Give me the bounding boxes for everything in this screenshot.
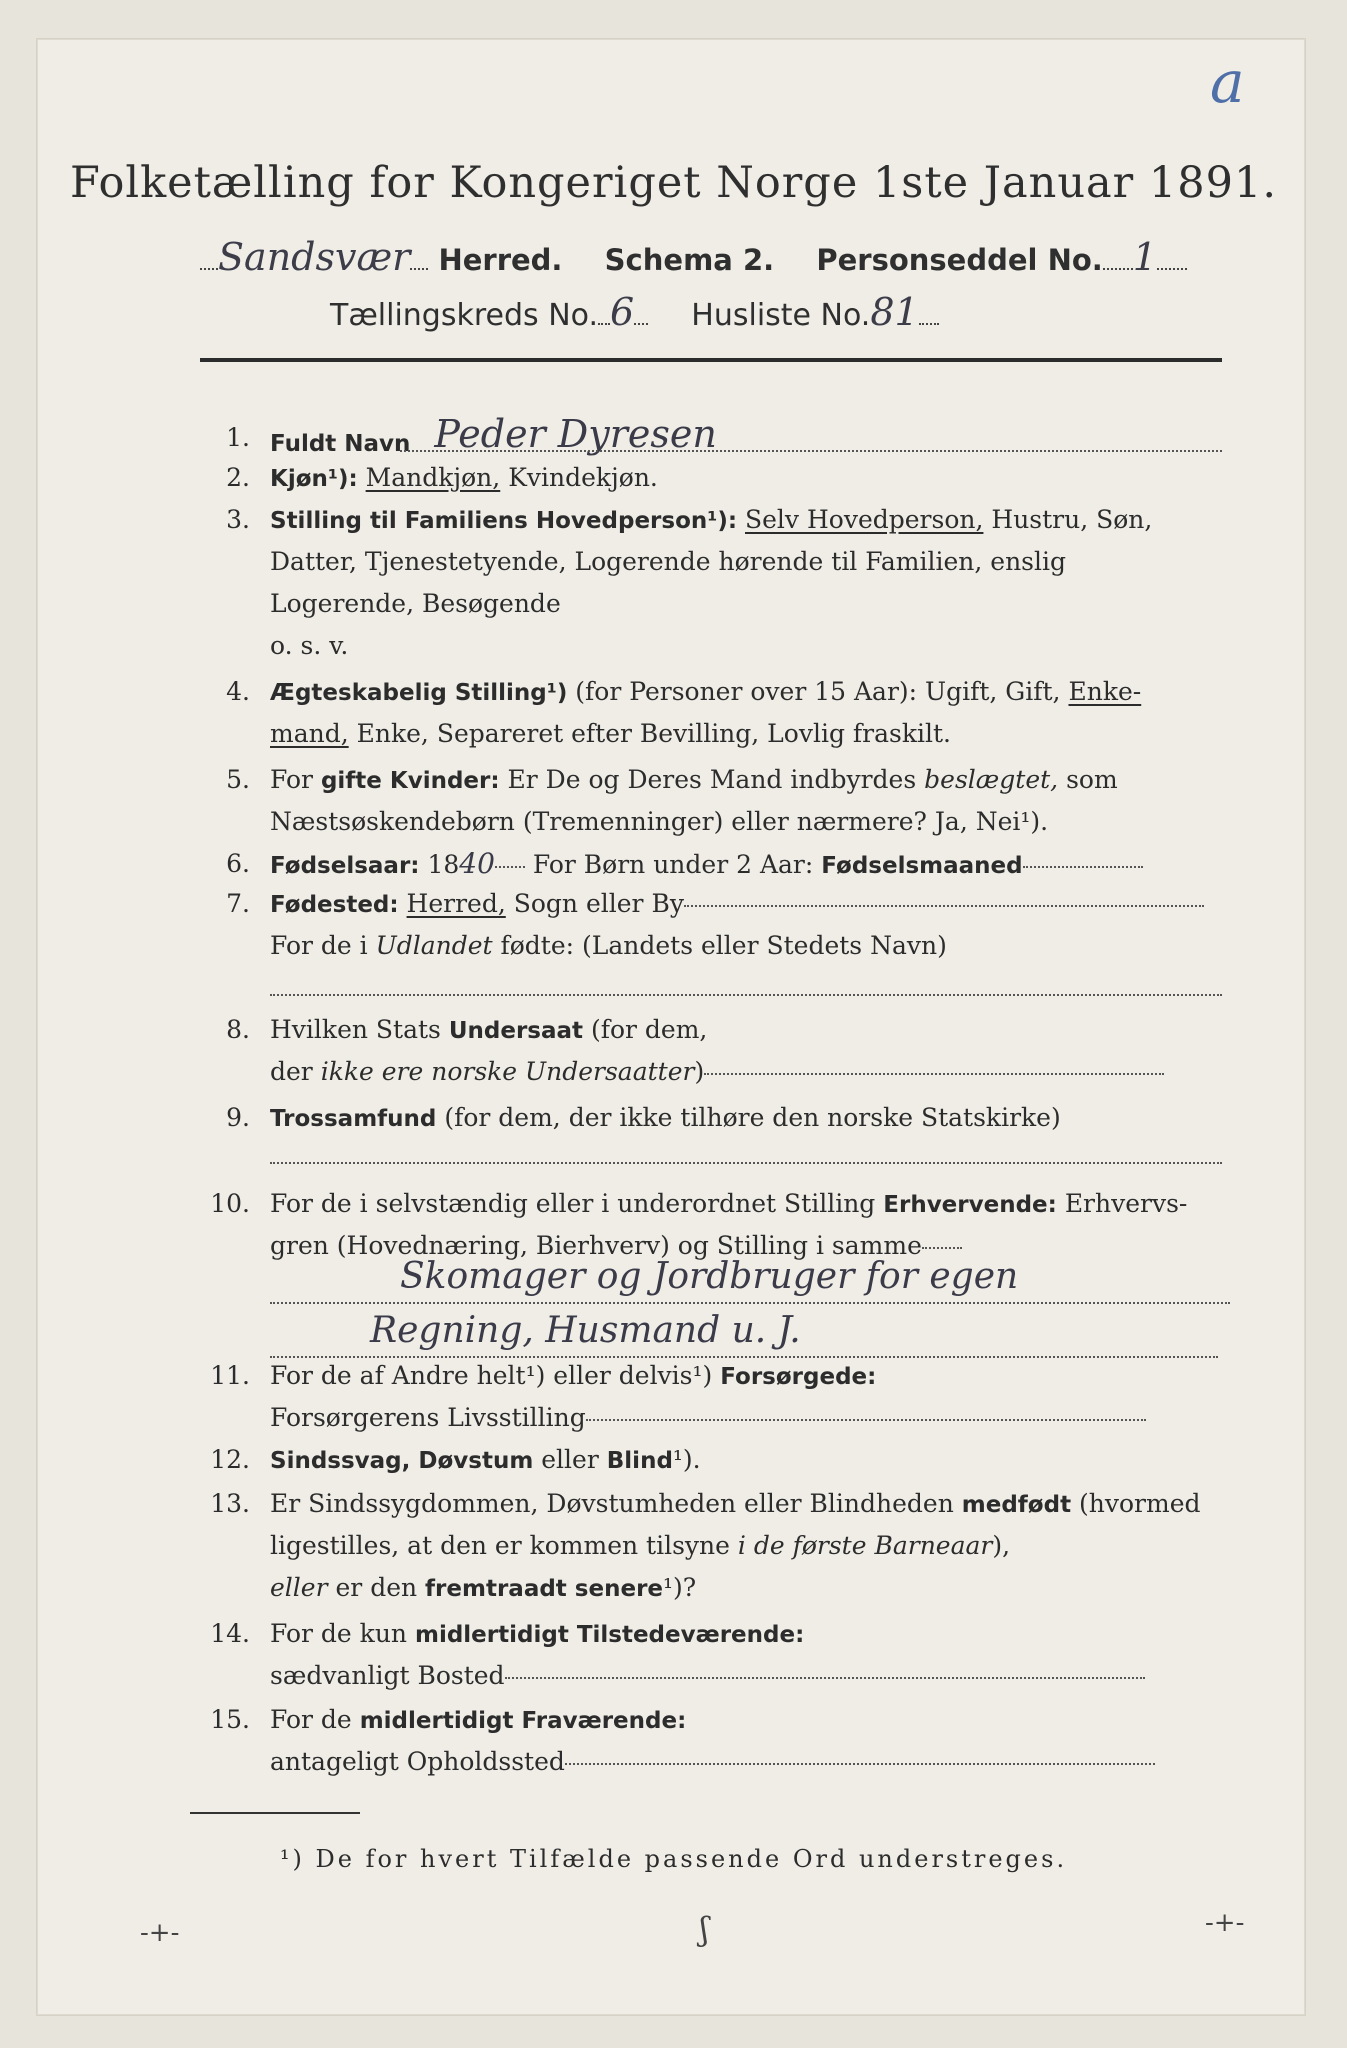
q13-label: medfødt (961, 1492, 1072, 1518)
q10-line-2: gren (Hovednæring, Bierhverv) og Stilling i samme (270, 1231, 922, 1260)
q5-number: 5. (226, 765, 250, 794)
husliste-value: 81 (870, 290, 919, 334)
personseddel-label: Personseddel No. (816, 243, 1103, 277)
q7-line-2b: Udlandet (375, 931, 493, 960)
herred-value: Sandsvær (218, 235, 411, 279)
q2-number: 2. (226, 463, 250, 492)
q6-label: Fødselsaar: (270, 853, 420, 879)
q1-name-value: Peder Dyresen (434, 412, 717, 456)
q6-year-value: 40 (459, 847, 495, 880)
q6-rest: For Børn under 2 Aar: (532, 850, 814, 879)
q10-number: 10. (210, 1189, 250, 1218)
q2-option-kvindekjon: Kvindekjøn. (508, 463, 658, 492)
q13-line-3a: eller (270, 1573, 328, 1602)
q9-fill-line (270, 1162, 1222, 1164)
q2-label: Kjøn¹): (270, 466, 358, 492)
q14-pre: For de kun (270, 1619, 408, 1648)
husliste-label: Husliste No. (691, 298, 871, 333)
q4-line-2: Enke, Separeret efter Bevilling, Lovlig fraskilt. (356, 719, 951, 748)
q13-line-3c: fremtraadt senere (425, 1576, 664, 1602)
q8-line-2b: ikke ere norske Undersaatter (320, 1057, 695, 1086)
footnote: ¹) De for hvert Tilfælde passende Ord understreges. (279, 1845, 1068, 1873)
question-7-fill (200, 960, 1222, 1000)
q3-option-selected: Selv Hovedperson, (745, 505, 984, 534)
q2-option-mandkjon: Mandkjøn, (365, 463, 501, 492)
q4-number: 4. (226, 677, 250, 706)
q7-line-2a: For de i (270, 931, 368, 960)
q13-line-3d: ¹)? (663, 1573, 697, 1602)
q9-number: 9. (226, 1103, 250, 1132)
margin-mark-right: -+- (1205, 1908, 1245, 1938)
q12-label-2: Blind (606, 1448, 673, 1474)
q10-pre: For de i selvstændig eller i underordnet Stilling (270, 1189, 876, 1218)
q7-rest: Sogn eller By (513, 889, 684, 918)
personseddel-value: 1 (1132, 235, 1157, 279)
q11-pre: For de af Andre helt¹) eller delvis¹) (270, 1361, 713, 1390)
q8-label: Undersaat (448, 1018, 584, 1044)
q14-label: midlertidigt Tilstedeværende: (414, 1622, 805, 1648)
header-rule (200, 358, 1222, 362)
q7-option-selected: Herred, (406, 889, 506, 918)
q11-number: 11. (210, 1361, 250, 1390)
q7-fill-line (270, 994, 1222, 996)
q5-label: gifte Kvinder: (320, 768, 500, 794)
q12-rest: ¹). (672, 1445, 701, 1474)
q13-number: 13. (210, 1489, 250, 1518)
q11-line-2: Forsørgerens Livsstilling (270, 1403, 586, 1432)
q1-fill-line (400, 450, 1222, 452)
q15-label: midlertidigt Fraværende: (359, 1708, 687, 1734)
q8-rest: (for dem, (590, 1015, 708, 1044)
q4-label: Ægteskabelig Stilling¹) (270, 680, 568, 706)
q10-handwritten-line-1: Skomager og Jordbruger for egen (400, 1256, 1019, 1297)
q15-line-2: antageligt Opholdssted (270, 1747, 565, 1776)
q4-option-selected-b: mand, (270, 719, 349, 748)
schema-label: Schema 2. (604, 243, 775, 277)
kreds-label: Tællingskreds No. (330, 298, 598, 333)
q10-fill-line-1 (270, 1302, 1230, 1304)
q12-number: 12. (210, 1445, 250, 1474)
header-line-2 (330, 290, 1277, 334)
margin-mark-center: ʃ (700, 1910, 709, 1948)
q3-number: 3. (226, 505, 250, 534)
q13-line-2a: ligestilles, at den er kommen tilsyne (270, 1531, 730, 1560)
q7-line-2c: fødte: (Landets eller Stedets Navn) (500, 931, 947, 960)
q3-line-4: o. s. v. (270, 631, 349, 660)
q5-line-2: Næstsøskendebørn (Tremenninger) eller nærmere? Ja, Nei¹). (270, 807, 1049, 836)
q13-line-2b: i de første Barneaar (737, 1531, 993, 1560)
q6-label-2: Fødselsmaaned (821, 853, 1023, 879)
form-title: Folketælling for Kongeriget Norge 1ste Januar 1891. (69, 158, 1277, 208)
q8-number: 8. (226, 1015, 250, 1044)
q7-number: 7. (226, 889, 250, 918)
q12-label: Sindssvag, Døvstum (270, 1448, 534, 1474)
q3-line-2: Datter, Tjenestetyende, Logerende hørende til Familien, enslig (270, 547, 1067, 576)
q4-rest: (for Personer over 15 Aar): Ugift, Gift, (575, 677, 1061, 706)
q10-rest: Erhvervs- (1064, 1189, 1188, 1218)
q13-line-2c: ), (992, 1531, 1011, 1560)
q12-mid: eller (541, 1445, 599, 1474)
q9-label: Trossamfund (270, 1106, 437, 1132)
q8-line-2a: der (270, 1057, 313, 1086)
question-9-fill (200, 1128, 1222, 1168)
q3-line-3: Logerende, Besøgende (270, 589, 561, 618)
q1-number: 1. (226, 423, 250, 452)
q13-pre: Er Sindssygdommen, Døvstumheden eller Blindheden (270, 1489, 954, 1518)
q3-label: Stilling til Familiens Hovedperson¹): (270, 508, 738, 534)
q9-rest: (for dem, der ikke tilhøre den norske Statskirke) (444, 1103, 1061, 1132)
q4-option-selected-a: Enke- (1068, 677, 1142, 706)
q5-rest-c: som (1066, 765, 1118, 794)
header-line-1 (200, 235, 1277, 279)
q10-label: Erhvervende: (883, 1192, 1057, 1218)
q11-label: Forsørgede: (720, 1364, 877, 1390)
q5-pre: For (270, 765, 313, 794)
q5-rest-b: beslægtet, (924, 765, 1059, 794)
q8-pre: Hvilken Stats (270, 1015, 441, 1044)
q15-pre: For de (270, 1705, 352, 1734)
q13-rest: (hvormed (1079, 1489, 1201, 1518)
q6-year-prefix: 18 (427, 850, 460, 879)
footnote-rule (190, 1812, 360, 1814)
kreds-value: 6 (610, 290, 635, 334)
q14-number: 14. (210, 1619, 250, 1648)
q5-rest-a: Er De og Deres Mand indbyrdes (507, 765, 917, 794)
q1-label: Fuldt Navn (270, 431, 411, 457)
q10-handwritten-line-2: Regning, Husmand u. J. (370, 1310, 801, 1351)
corner-mark: a (1210, 48, 1245, 116)
q7-label: Fødested: (270, 892, 399, 918)
q15-number: 15. (210, 1705, 250, 1734)
q6-number: 6. (226, 849, 250, 878)
q3-rest: Hustru, Søn, (991, 505, 1153, 534)
margin-mark-left: -+- (140, 1918, 180, 1948)
q14-line-2: sædvanligt Bosted (270, 1661, 505, 1690)
herred-label: Herred. (438, 243, 563, 277)
q13-line-3b: er den (335, 1573, 418, 1602)
